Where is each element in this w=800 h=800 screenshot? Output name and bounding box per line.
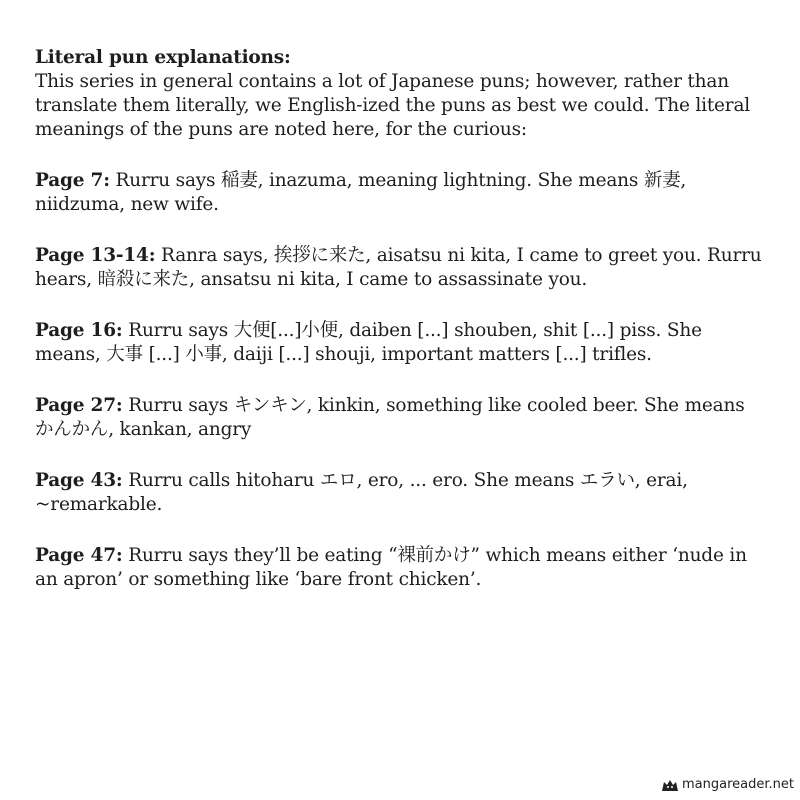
entry-text: Ranra says, 挨拶に来た, aisatsu ni kita, I came to greet you. Rurru hears, 暗殺に来た, ansatsu ni kita, I came to assassinate you. <box>35 245 762 290</box>
entry-page-label: Page 7: <box>35 170 110 191</box>
entry-page-16 <box>35 319 765 367</box>
notes-intro: This series in general contains a lot of Japanese puns; however, rather than translate them literally, we English-ized the puns as best we could. The literal meanings of the puns are noted here, for the curious: <box>35 71 750 140</box>
entry-text: Rurru calls hitoharu エロ, ero, ... ero. She means エラい, erai, ~remarkable. <box>35 470 688 515</box>
entry-page-label: Page 13-14: <box>35 245 156 266</box>
entry-page-label: Page 16: <box>35 320 123 341</box>
entry-text: Rurru says they’ll be eating “裸前かけ” which means either ‘nude in an apron’ or something like ‘bare front chicken’. <box>35 545 747 590</box>
entry-page-label: Page 43: <box>35 470 123 491</box>
entry-page-43 <box>35 469 765 517</box>
pun-notes <box>35 46 765 592</box>
site-watermark <box>661 777 794 792</box>
cat-icon <box>661 778 679 792</box>
entry-text: Rurru says 大便[...]小便, daiben [...] shouben, shit [...] piss. She means, 大事 [...] 小事, daiji [...] shouji, important matters [...] trifles. <box>35 320 702 365</box>
entry-text: Rurru says キンキン, kinkin, something like cooled beer. She means かんかん, kankan, angry <box>35 395 745 440</box>
entry-page-47 <box>35 544 765 592</box>
entry-page-label: Page 47: <box>35 545 123 566</box>
entry-page-label: Page 27: <box>35 395 123 416</box>
entry-text: Rurru says 稲妻, inazuma, meaning lightning. She means 新妻, niidzuma, new wife. <box>35 170 687 215</box>
entry-page-27 <box>35 394 765 442</box>
watermark-text: mangareader.net <box>682 777 794 792</box>
notes-heading: Literal pun explanations: <box>35 47 291 68</box>
entry-page-7 <box>35 169 765 217</box>
entry-page-13-14 <box>35 244 765 292</box>
